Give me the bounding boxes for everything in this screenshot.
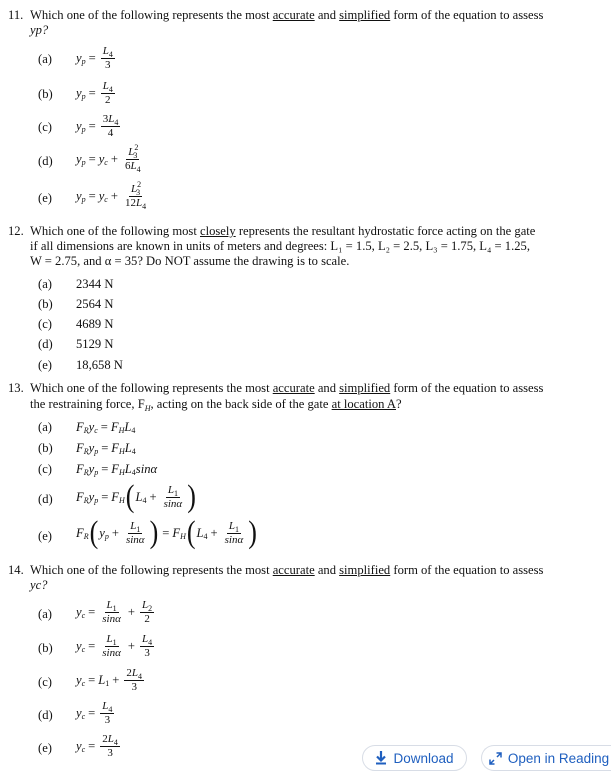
equation: y c = L 1 + $\frac{2L_4}{3}$ <box>76 667 143 693</box>
question-text: Which one of the following represents the most accurate and simplified form of the equation to assess <box>30 8 544 22</box>
equation: y p = $\frac{L_4}{2}$ <box>76 80 113 106</box>
question-number: 14. <box>8 563 24 577</box>
option-label: (e) <box>38 529 52 543</box>
equation: F R y p = F H L 4 sin α <box>76 462 158 477</box>
open-in-reading-label: Open in Reading <box>507 750 610 766</box>
equation: y c = $\frac{2L_4}{3}$ <box>76 733 118 759</box>
question-target: yc? <box>30 578 48 592</box>
open-in-reading-button[interactable] <box>481 745 611 771</box>
option-label: (c) <box>38 675 52 689</box>
q12-option-c[interactable]: (c) 4689 N <box>38 317 114 331</box>
question-number: 12. <box>8 224 24 238</box>
equation: y p = $\frac{L_4}{3}$ <box>76 45 113 71</box>
equation: y p = $\frac{3L_4}{4}$ <box>76 113 119 139</box>
equation: y p = y c + $\frac{L^2_3}{12L_4}$ <box>76 180 147 211</box>
question-text: Which one of the following most closely represents the resultant hydrostatic force acting on the gate <box>30 224 536 238</box>
q12-option-e[interactable]: (e) 18,658 N <box>38 358 123 372</box>
equation: y c = $\frac{L_1}{\sin\alpha}$ + $\frac{L_4}{3}$ <box>76 633 153 659</box>
option-label: (d) <box>38 154 53 168</box>
equation: F R y p = F H L 4 <box>76 441 136 456</box>
q12-option-d[interactable]: (d) 5129 N <box>38 337 114 351</box>
question-14 <box>8 563 600 578</box>
question-13-line-2: the restraining force, $F_H$, acting on the back side of the gate at location A? <box>30 397 402 413</box>
download-icon <box>375 751 387 765</box>
option-label: (c) <box>38 462 52 476</box>
option-label: (a) <box>38 607 52 621</box>
question-text: Which one of the following represents the most accurate and simplified form of the equation to assess <box>30 381 544 395</box>
q12-option-b[interactable]: (b) 2564 N <box>38 297 114 311</box>
equation: F R y c = F H L 4 <box>76 420 136 435</box>
option-label: (e) <box>38 741 52 755</box>
equation: y c = $\frac{L_4}{3}$ <box>76 700 113 726</box>
download-button[interactable] <box>362 745 467 771</box>
equation: F R ( y p + $\frac{L_1}{\sin\alpha}$ ) = F H ( L 4 + $\frac{L_1}{\sin\alpha}$ ) <box>76 515 257 550</box>
question-11 <box>8 8 600 28</box>
option-label: (d) <box>38 708 53 722</box>
option-label: (b) <box>38 641 53 655</box>
question-12-line-2: if all dimensions are known in units of meters and degrees: L₁ = 1.5, L₂ = 2.5, L₃ = 1.75, L₄ = 1.25, <box>30 239 530 253</box>
equation: y c = $\frac{L_1}{\sin\alpha}$ + $\frac{L_2}{2}$ <box>76 599 153 625</box>
equation: F R y p = F H ( L 4 + $\frac{L_1}{\sin\alpha}$ ) <box>76 479 196 514</box>
question-12-line-3: W = 2.75, and α = 35? Do NOT assume the drawing is to scale. <box>30 254 350 268</box>
option-label: (a) <box>38 420 52 434</box>
question-12 <box>8 224 600 239</box>
option-label: (a) <box>38 52 52 66</box>
question-text: Which one of the following represents the most accurate and simplified form of the equation to assess <box>30 563 544 577</box>
q12-option-a[interactable]: (a) 2344 N <box>38 277 114 291</box>
download-label: Download <box>393 750 454 766</box>
question-number: 13. <box>8 381 24 395</box>
question-13 <box>8 381 600 396</box>
option-label: (c) <box>38 120 52 134</box>
question-number: 11. <box>8 8 24 22</box>
option-label: (b) <box>38 87 53 101</box>
equation: y p = y c + $\frac{L^2_3}{6L_4}$ <box>76 143 141 174</box>
option-label: (e) <box>38 191 52 205</box>
option-label: (d) <box>38 492 53 506</box>
option-label: (b) <box>38 441 53 455</box>
question-target: yp? <box>30 23 49 37</box>
expand-icon <box>489 752 502 765</box>
